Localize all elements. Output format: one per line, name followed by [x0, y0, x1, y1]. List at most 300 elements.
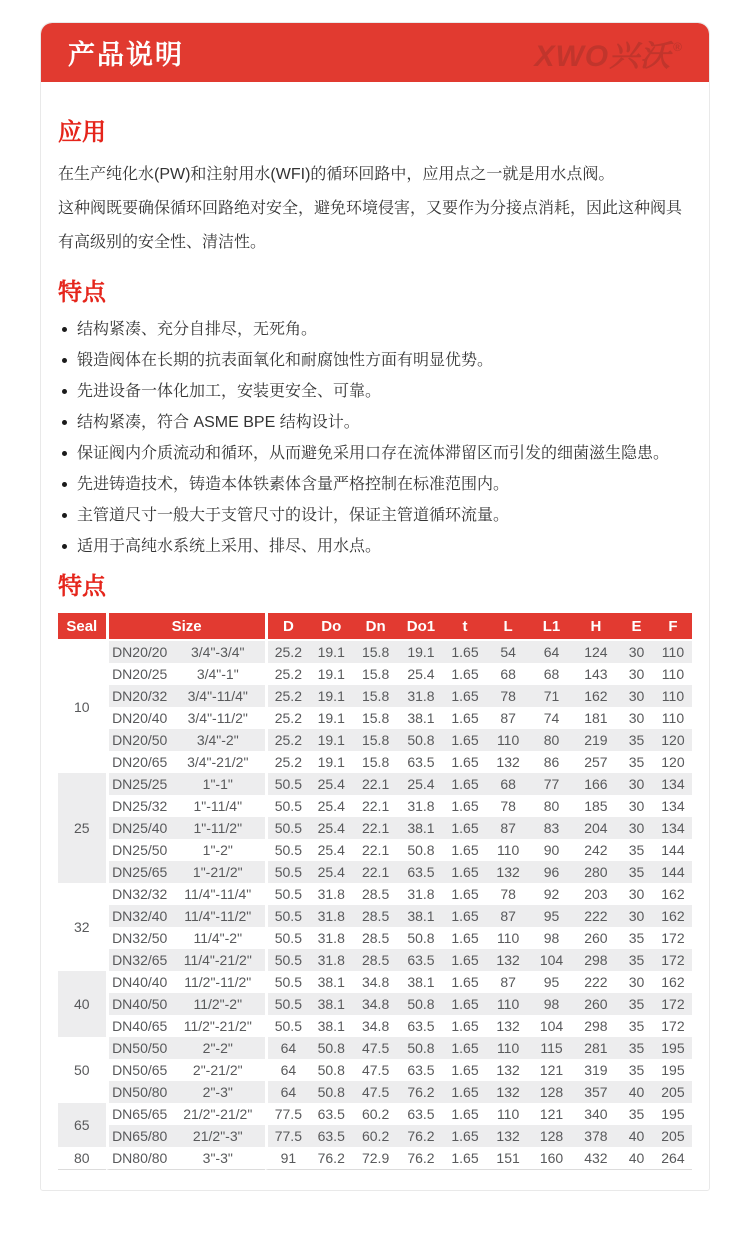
- brand-logo: [534, 31, 681, 75]
- model-cell: DN25/50: [106, 839, 171, 861]
- content-area: [41, 82, 709, 1190]
- value-cell: 30: [619, 817, 654, 839]
- model-cell: DN32/32: [106, 883, 171, 905]
- value-cell: 132: [486, 1125, 530, 1147]
- size-cell: 11/4"-11/4": [184, 886, 252, 902]
- value-cell: 121: [539, 1106, 564, 1122]
- feature-item: 结构紧凑、充分自排尽，无死角。: [58, 314, 692, 345]
- value-cell: 35: [619, 861, 654, 883]
- value-cell: 185: [584, 798, 608, 814]
- value-cell: 132: [486, 949, 530, 971]
- value-cell: 28.5: [361, 930, 390, 946]
- value-cell: 110: [486, 729, 530, 751]
- value-cell: 77.5: [265, 1103, 309, 1125]
- value-cell: 22.1: [353, 773, 397, 795]
- value-cell: 260: [584, 930, 608, 946]
- model-cell: DN25/25: [106, 773, 171, 795]
- value-cell: 15.8: [361, 754, 390, 770]
- model-cell: DN25/65: [106, 861, 171, 883]
- value-cell: 92: [543, 886, 560, 902]
- size-cell: 3/4"-1": [196, 666, 239, 682]
- size-cell: 11/4"-2": [193, 930, 243, 946]
- value-cell: 22.1: [361, 842, 390, 858]
- table-row: [58, 641, 692, 663]
- size-cell: 3/4"-3/4": [171, 641, 265, 663]
- value-cell: 22.1: [353, 861, 397, 883]
- value-cell: 50.5: [265, 949, 309, 971]
- table-row: [58, 971, 692, 993]
- value-cell: 128: [530, 1125, 572, 1147]
- model-cell: DN20/40: [106, 707, 171, 729]
- value-cell: 162: [573, 685, 619, 707]
- value-cell: 50.5: [265, 773, 309, 795]
- value-cell: 50.5: [265, 883, 309, 905]
- value-cell: 340: [584, 1106, 608, 1122]
- value-cell: 38.1: [309, 993, 353, 1015]
- value-cell: 34.8: [353, 993, 397, 1015]
- value-cell: 77: [530, 773, 572, 795]
- table-row: [58, 861, 692, 883]
- value-cell: 1.65: [451, 666, 479, 682]
- value-cell: 50.5: [265, 817, 309, 839]
- size-cell: 1"-11/2": [171, 817, 265, 839]
- value-cell: 181: [584, 710, 608, 726]
- value-cell: 35: [628, 930, 645, 946]
- value-cell: 78: [486, 685, 530, 707]
- table-row: [58, 949, 692, 971]
- value-cell: 63.5: [317, 1106, 345, 1122]
- value-cell: 1.65: [451, 974, 479, 990]
- value-cell: 50.8: [309, 1037, 353, 1059]
- features-list: [58, 314, 692, 562]
- value-cell: 162: [661, 886, 685, 902]
- value-cell: 28.5: [353, 905, 397, 927]
- value-cell: 60.2: [361, 1106, 390, 1122]
- model-cell: DN20/50: [106, 729, 171, 751]
- value-cell: 110: [496, 930, 520, 946]
- value-cell: 50.8: [317, 1062, 345, 1078]
- feature-item: 锻造阀体在长期的抗表面氧化和耐腐蚀性方面有明显优势。: [58, 345, 692, 376]
- value-cell: 172: [654, 993, 692, 1015]
- application-title: 应用: [58, 119, 106, 146]
- value-cell: 30: [619, 773, 654, 795]
- value-cell: 50.5: [265, 905, 309, 927]
- model-cell: DN40/50: [106, 993, 171, 1015]
- value-cell: 19.1: [309, 641, 353, 663]
- feature-item: 主管道尺寸一般大于支管尺寸的设计，保证主管道循环流量。: [58, 500, 692, 531]
- model-cell: DN40/65: [106, 1015, 171, 1037]
- value-cell: 144: [661, 842, 685, 858]
- value-cell: 378: [573, 1125, 619, 1147]
- value-cell: 25.4: [317, 842, 345, 858]
- feature-item: 先进设备一体化加工，安装更安全、可靠。: [58, 376, 692, 407]
- table-row: [58, 663, 692, 685]
- size-cell: 11/2"-11/2": [184, 974, 252, 990]
- value-cell: 432: [573, 1147, 619, 1170]
- product-card: [40, 22, 710, 1191]
- model-cell: DN80/80: [106, 1147, 171, 1170]
- value-cell: 162: [661, 974, 685, 990]
- value-cell: 96: [530, 861, 572, 883]
- size-cell: 1"-2": [202, 842, 233, 858]
- value-cell: 50.5: [265, 861, 309, 883]
- value-cell: 298: [584, 1018, 608, 1034]
- value-cell: 47.5: [353, 1037, 397, 1059]
- model-cell: DN25/32: [106, 795, 171, 817]
- value-cell: 50.8: [309, 1081, 353, 1103]
- feature-item: 先进铸造技术，铸造本体铁素体含量严格控制在标准范围内。: [58, 469, 692, 500]
- value-cell: 15.8: [361, 666, 390, 682]
- value-cell: 25.4: [407, 666, 435, 682]
- value-cell: 35: [628, 1062, 645, 1078]
- value-cell: 87: [486, 817, 530, 839]
- feature-item: 适用于高纯水系统上采用、排尽、用水点。: [58, 531, 692, 562]
- value-cell: 134: [654, 817, 692, 839]
- value-cell: 151: [486, 1147, 530, 1170]
- table-row: [58, 795, 692, 817]
- value-cell: 50.8: [407, 930, 435, 946]
- size-cell: 2"-3": [171, 1081, 265, 1103]
- value-cell: 38.1: [398, 905, 444, 927]
- value-cell: 50.8: [398, 729, 444, 751]
- size-cell: 2"-2": [171, 1037, 265, 1059]
- value-cell: 50.5: [265, 795, 309, 817]
- value-cell: 257: [584, 754, 608, 770]
- seal-cell: 40: [58, 971, 106, 1037]
- value-cell: 222: [573, 905, 619, 927]
- value-cell: 35: [628, 1018, 645, 1034]
- value-cell: 80: [543, 798, 560, 814]
- value-cell: 1.65: [444, 773, 486, 795]
- value-cell: 110: [486, 993, 530, 1015]
- value-cell: 95: [543, 974, 560, 990]
- value-cell: 76.2: [309, 1147, 353, 1170]
- value-cell: 1.65: [444, 949, 486, 971]
- dimensions-title: 特点: [58, 573, 106, 600]
- value-cell: 1.65: [444, 685, 486, 707]
- size-cell: 11/4"-11/2": [171, 905, 265, 927]
- model-cell: DN65/80: [106, 1125, 171, 1147]
- col-header-e: E: [619, 613, 654, 641]
- model-cell: DN50/80: [106, 1081, 171, 1103]
- value-cell: 63.5: [407, 1106, 435, 1122]
- size-cell: 1"-21/2": [171, 861, 265, 883]
- value-cell: 1.65: [451, 930, 479, 946]
- value-cell: 25.2: [265, 707, 309, 729]
- value-cell: 219: [573, 729, 619, 751]
- value-cell: 104: [530, 949, 572, 971]
- value-cell: 98: [543, 930, 560, 946]
- value-cell: 35: [619, 993, 654, 1015]
- value-cell: 319: [584, 1062, 608, 1078]
- value-cell: 25.2: [265, 751, 309, 773]
- model-cell: DN32/40: [106, 905, 171, 927]
- value-cell: 31.8: [309, 949, 353, 971]
- col-header-do1: Do1: [398, 613, 444, 641]
- header-banner: [41, 23, 709, 82]
- application-text: [58, 158, 692, 260]
- model-cell: DN50/50: [106, 1037, 171, 1059]
- value-cell: 71: [530, 685, 572, 707]
- value-cell: 60.2: [353, 1125, 397, 1147]
- value-cell: 25.4: [317, 798, 345, 814]
- value-cell: 22.1: [361, 798, 390, 814]
- size-cell: 3/4"-11/4": [171, 685, 265, 707]
- value-cell: 1.65: [444, 1147, 486, 1170]
- value-cell: 22.1: [353, 817, 397, 839]
- value-cell: 87: [486, 905, 530, 927]
- size-cell: 21/2"-21/2": [183, 1106, 253, 1122]
- features-title: 特点: [58, 279, 106, 306]
- value-cell: 68: [543, 666, 560, 682]
- value-cell: 47.5: [353, 1081, 397, 1103]
- col-header-dn: Dn: [353, 613, 397, 641]
- value-cell: 80: [530, 729, 572, 751]
- model-cell: DN50/65: [106, 1059, 171, 1081]
- value-cell: 63.5: [309, 1125, 353, 1147]
- value-cell: 120: [654, 729, 692, 751]
- value-cell: 35: [628, 1106, 645, 1122]
- feature-item: 保证阀内介质流动和循环，从而避免采用口存在流体滞留区而引发的细菌滋生隐患。: [58, 438, 692, 469]
- value-cell: 110: [661, 666, 685, 682]
- value-cell: 50.5: [265, 1015, 309, 1037]
- value-cell: 63.5: [407, 754, 435, 770]
- value-cell: 1.65: [451, 798, 479, 814]
- value-cell: 1.65: [444, 1037, 486, 1059]
- value-cell: 25.2: [265, 685, 309, 707]
- value-cell: 15.8: [353, 729, 397, 751]
- value-cell: 64: [265, 1081, 309, 1103]
- col-header-t: t: [444, 613, 486, 641]
- table-row: [58, 993, 692, 1015]
- col-header-f: F: [654, 613, 692, 641]
- value-cell: 15.8: [353, 685, 397, 707]
- value-cell: 1.65: [451, 842, 479, 858]
- value-cell: 132: [486, 861, 530, 883]
- value-cell: 281: [573, 1037, 619, 1059]
- value-cell: 98: [530, 993, 572, 1015]
- value-cell: 143: [584, 666, 608, 682]
- size-cell: 11/4"-21/2": [171, 949, 265, 971]
- value-cell: 25.4: [398, 773, 444, 795]
- value-cell: 195: [661, 1062, 685, 1078]
- value-cell: 76.2: [398, 1081, 444, 1103]
- table-row: [58, 1037, 692, 1059]
- value-cell: 50.5: [265, 927, 309, 949]
- col-header-h: H: [573, 613, 619, 641]
- value-cell: 204: [573, 817, 619, 839]
- value-cell: 35: [628, 842, 645, 858]
- value-cell: 77.5: [265, 1125, 309, 1147]
- value-cell: 90: [543, 842, 560, 858]
- col-header-l1: L1: [530, 613, 572, 641]
- value-cell: 95: [530, 905, 572, 927]
- value-cell: 30: [628, 886, 645, 902]
- value-cell: 242: [584, 842, 608, 858]
- value-cell: 47.5: [361, 1062, 390, 1078]
- value-cell: 115: [530, 1037, 572, 1059]
- seal-cell: 65: [58, 1103, 106, 1147]
- value-cell: 110: [654, 641, 692, 663]
- seal-cell: 50: [58, 1037, 106, 1103]
- value-cell: 78: [500, 886, 516, 902]
- value-cell: 30: [619, 905, 654, 927]
- value-cell: 64: [265, 1059, 309, 1081]
- value-cell: 78: [500, 798, 516, 814]
- value-cell: 91: [265, 1147, 309, 1170]
- value-cell: 25.2: [265, 663, 309, 685]
- value-cell: 30: [619, 685, 654, 707]
- value-cell: 30: [628, 666, 645, 682]
- col-header-d: D: [265, 613, 309, 641]
- value-cell: 50.5: [265, 839, 309, 861]
- model-cell: DN20/20: [106, 641, 171, 663]
- size-header: Size: [106, 613, 265, 641]
- value-cell: 260: [573, 993, 619, 1015]
- value-cell: 31.8: [398, 685, 444, 707]
- value-cell: 54: [486, 641, 530, 663]
- value-cell: 40: [619, 1147, 654, 1170]
- value-cell: 38.1: [407, 974, 435, 990]
- table-row: [58, 751, 692, 773]
- value-cell: 128: [530, 1081, 572, 1103]
- value-cell: 40: [619, 1125, 654, 1147]
- value-cell: 110: [486, 1037, 530, 1059]
- value-cell: 34.8: [361, 974, 390, 990]
- value-cell: 86: [543, 754, 560, 770]
- value-cell: 50.8: [398, 993, 444, 1015]
- value-cell: 31.8: [407, 798, 435, 814]
- value-cell: 76.2: [398, 1125, 444, 1147]
- table-row: [58, 883, 692, 905]
- value-cell: 38.1: [398, 817, 444, 839]
- value-cell: 38.1: [317, 974, 345, 990]
- value-cell: 19.1: [317, 710, 345, 726]
- size-cell: 3/4"-11/2": [187, 710, 248, 726]
- value-cell: 19.1: [398, 641, 444, 663]
- size-cell: 11/2"-2": [171, 993, 265, 1015]
- value-cell: 1.65: [444, 861, 486, 883]
- value-cell: 35: [619, 1037, 654, 1059]
- seal-cell: 25: [58, 773, 106, 883]
- value-cell: 205: [654, 1081, 692, 1103]
- table-row: [58, 1081, 692, 1103]
- value-cell: 104: [539, 1018, 564, 1034]
- size-cell: 2"-21/2": [192, 1062, 243, 1078]
- value-cell: 1.65: [451, 754, 479, 770]
- value-cell: 74: [543, 710, 560, 726]
- model-cell: DN25/40: [106, 817, 171, 839]
- value-cell: 40: [619, 1081, 654, 1103]
- value-cell: 172: [654, 949, 692, 971]
- value-cell: 1.65: [444, 729, 486, 751]
- spec-table-body: [58, 641, 692, 1170]
- value-cell: 132: [496, 754, 520, 770]
- table-row: [58, 905, 692, 927]
- table-row: [58, 839, 692, 861]
- registered-mark: ®: [673, 39, 683, 54]
- value-cell: 87: [500, 710, 516, 726]
- seal-header: Seal: [58, 613, 106, 641]
- page-title: 产品说明: [68, 40, 184, 70]
- table-row: [58, 1147, 692, 1170]
- value-cell: 205: [654, 1125, 692, 1147]
- value-cell: 30: [628, 974, 645, 990]
- value-cell: 30: [628, 798, 645, 814]
- value-cell: 30: [628, 710, 645, 726]
- value-cell: 134: [654, 773, 692, 795]
- seal-cell: 32: [58, 883, 106, 971]
- value-cell: 280: [573, 861, 619, 883]
- value-cell: 1.65: [444, 993, 486, 1015]
- value-cell: 195: [654, 1037, 692, 1059]
- value-cell: 31.8: [407, 886, 435, 902]
- value-cell: 121: [539, 1062, 564, 1078]
- value-cell: 162: [654, 905, 692, 927]
- value-cell: 50.8: [398, 1037, 444, 1059]
- value-cell: 1.65: [451, 1062, 479, 1078]
- brand-text: XWO兴沃: [534, 39, 672, 73]
- value-cell: 172: [661, 1018, 685, 1034]
- value-cell: 195: [661, 1106, 685, 1122]
- value-cell: 63.5: [407, 1018, 435, 1034]
- model-cell: DN32/50: [106, 927, 171, 949]
- spec-table-head: [58, 613, 692, 641]
- value-cell: 63.5: [398, 949, 444, 971]
- value-cell: 50.5: [265, 971, 309, 993]
- model-cell: DN32/65: [106, 949, 171, 971]
- value-cell: 25.4: [309, 817, 353, 839]
- application-line-2: 这种阀既要确保循环回路绝对安全，避免环境侵害，又要作为分接点消耗，因此这种阀具有高级别的安全性、清洁性。: [58, 200, 683, 251]
- table-row: [58, 1103, 692, 1125]
- table-row: [58, 1059, 692, 1081]
- value-cell: 50.5: [265, 993, 309, 1015]
- value-cell: 25.4: [309, 861, 353, 883]
- table-row: [58, 773, 692, 795]
- value-cell: 110: [661, 710, 685, 726]
- value-cell: 31.8: [317, 886, 345, 902]
- value-cell: 132: [486, 1081, 530, 1103]
- table-row: [58, 1125, 692, 1147]
- value-cell: 63.5: [398, 861, 444, 883]
- value-cell: 31.8: [309, 905, 353, 927]
- value-cell: 1.65: [451, 1106, 479, 1122]
- value-cell: 68: [500, 666, 516, 682]
- value-cell: 110: [496, 1106, 520, 1122]
- value-cell: 1.65: [451, 1018, 479, 1034]
- value-cell: 357: [573, 1081, 619, 1103]
- value-cell: 166: [573, 773, 619, 795]
- value-cell: 25.2: [265, 729, 309, 751]
- value-cell: 38.1: [407, 710, 435, 726]
- value-cell: 19.1: [309, 729, 353, 751]
- size-cell: 3"-3": [171, 1147, 265, 1170]
- value-cell: 298: [573, 949, 619, 971]
- size-cell: 1"-11/4": [193, 798, 243, 814]
- value-cell: 28.5: [353, 949, 397, 971]
- header-row: [58, 613, 692, 641]
- value-cell: 1.65: [451, 886, 479, 902]
- value-cell: 1.65: [444, 1125, 486, 1147]
- value-cell: 19.1: [309, 685, 353, 707]
- value-cell: 15.8: [361, 710, 390, 726]
- table-row: [58, 817, 692, 839]
- model-cell: DN20/25: [106, 663, 171, 685]
- size-cell: 21/2"-3": [171, 1125, 265, 1147]
- value-cell: 19.1: [317, 666, 345, 682]
- col-header-l: L: [486, 613, 530, 641]
- size-cell: 1"-1": [171, 773, 265, 795]
